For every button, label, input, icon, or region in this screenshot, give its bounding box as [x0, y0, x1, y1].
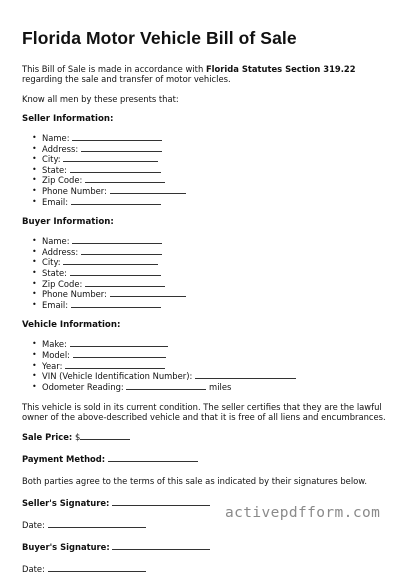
fill-line[interactable]: [70, 165, 161, 173]
document-title: Florida Motor Vehicle Bill of Sale: [22, 28, 297, 48]
seller-state-field[interactable]: • State:: [42, 165, 397, 176]
bill-of-sale-document: [22, 28, 397, 586]
vehicle-odometer-field[interactable]: • Odometer Reading: miles: [42, 382, 397, 393]
seller-date-row[interactable]: [22, 520, 397, 530]
intro-paragraph: [22, 64, 397, 84]
fill-line[interactable]: [71, 197, 161, 205]
buyer-field-list: [22, 236, 397, 310]
fill-line[interactable]: [48, 564, 146, 572]
seller-section-heading: Seller Information:: [22, 114, 114, 124]
fill-line[interactable]: [71, 300, 161, 308]
intro-text-start: This Bill of Sale is made in accordance with: [22, 64, 206, 74]
fill-line[interactable]: [85, 279, 165, 287]
intro-text-end: regarding the sale and transfer of motor vehicles.: [22, 74, 231, 84]
fill-line[interactable]: [72, 133, 162, 141]
seller-name-field[interactable]: • Name:: [42, 133, 397, 144]
fill-line[interactable]: [72, 236, 162, 244]
buyer-phone-field[interactable]: • Phone Number:: [42, 289, 397, 300]
buyer-state-field[interactable]: • State:: [42, 268, 397, 279]
fill-line[interactable]: [85, 175, 165, 183]
seller-signature-label: Seller's Signature:: [22, 498, 110, 509]
fill-line[interactable]: [110, 186, 186, 194]
buyer-zip-field[interactable]: • Zip Code:: [42, 279, 397, 290]
fill-line[interactable]: [110, 289, 186, 297]
agreement-text: Both parties agree to the terms of this sale as indicated by their signatures below.: [22, 476, 368, 487]
fill-line[interactable]: [81, 247, 162, 255]
watermark-text: activepdfform.com: [225, 505, 381, 521]
buyer-email-field[interactable]: • Email:: [42, 300, 397, 311]
buyer-address-field[interactable]: • Address:: [42, 247, 397, 258]
vehicle-year-field[interactable]: • Year:: [42, 361, 397, 372]
fill-line[interactable]: [80, 432, 130, 440]
vehicle-field-list: [22, 339, 397, 392]
seller-email-field[interactable]: • Email:: [42, 197, 397, 208]
seller-city-field[interactable]: • City:: [42, 154, 397, 165]
buyer-signature-row[interactable]: [22, 542, 397, 552]
know-all-men-line: Know all men by these presents that:: [22, 94, 179, 104]
fill-line[interactable]: [48, 520, 146, 528]
buyer-signature-label: Buyer's Signature:: [22, 542, 110, 553]
seller-phone-field[interactable]: • Phone Number:: [42, 186, 397, 197]
sale-price-label: Sale Price:: [22, 432, 73, 443]
fill-line[interactable]: [126, 382, 206, 390]
statute-reference: Florida Statutes Section 319.22: [205, 64, 356, 74]
fill-line[interactable]: [195, 371, 296, 379]
vehicle-vin-field[interactable]: • VIN (Vehicle Identification Number):: [42, 371, 397, 382]
odometer-unit: miles: [209, 381, 232, 392]
buyer-date-label: Date:: [22, 564, 45, 575]
condition-paragraph: This vehicle is sold in its current condition. The seller certifies that they are the lawful owner of the above-described vehicle and that it is free of all liens and encumbrances.: [22, 402, 386, 423]
vehicle-model-field[interactable]: • Model:: [42, 350, 397, 361]
seller-field-list: [22, 133, 397, 207]
fill-line[interactable]: [112, 498, 210, 506]
fill-line[interactable]: [63, 257, 158, 265]
vehicle-make-field[interactable]: • Make:: [42, 339, 397, 350]
fill-line[interactable]: [65, 361, 165, 369]
payment-method-row[interactable]: [22, 454, 397, 464]
buyer-section-heading: Buyer Information:: [22, 217, 114, 228]
payment-method-label: Payment Method:: [22, 454, 106, 465]
seller-date-label: Date:: [22, 520, 45, 531]
fill-line[interactable]: [70, 339, 168, 347]
buyer-city-field[interactable]: • City:: [42, 257, 397, 268]
seller-address-field[interactable]: • Address:: [42, 144, 397, 155]
fill-line[interactable]: [73, 350, 166, 358]
fill-line[interactable]: [81, 144, 162, 152]
buyer-date-row[interactable]: [22, 564, 397, 574]
fill-line[interactable]: [108, 454, 198, 462]
fill-line[interactable]: [70, 268, 161, 276]
fill-line[interactable]: [112, 542, 210, 550]
seller-zip-field[interactable]: • Zip Code:: [42, 175, 397, 186]
currency-symbol: $: [74, 432, 81, 443]
fill-line[interactable]: [63, 154, 158, 162]
buyer-name-field[interactable]: • Name:: [42, 236, 397, 247]
vehicle-section-heading: Vehicle Information:: [22, 320, 121, 331]
sale-price-row[interactable]: [22, 432, 397, 442]
